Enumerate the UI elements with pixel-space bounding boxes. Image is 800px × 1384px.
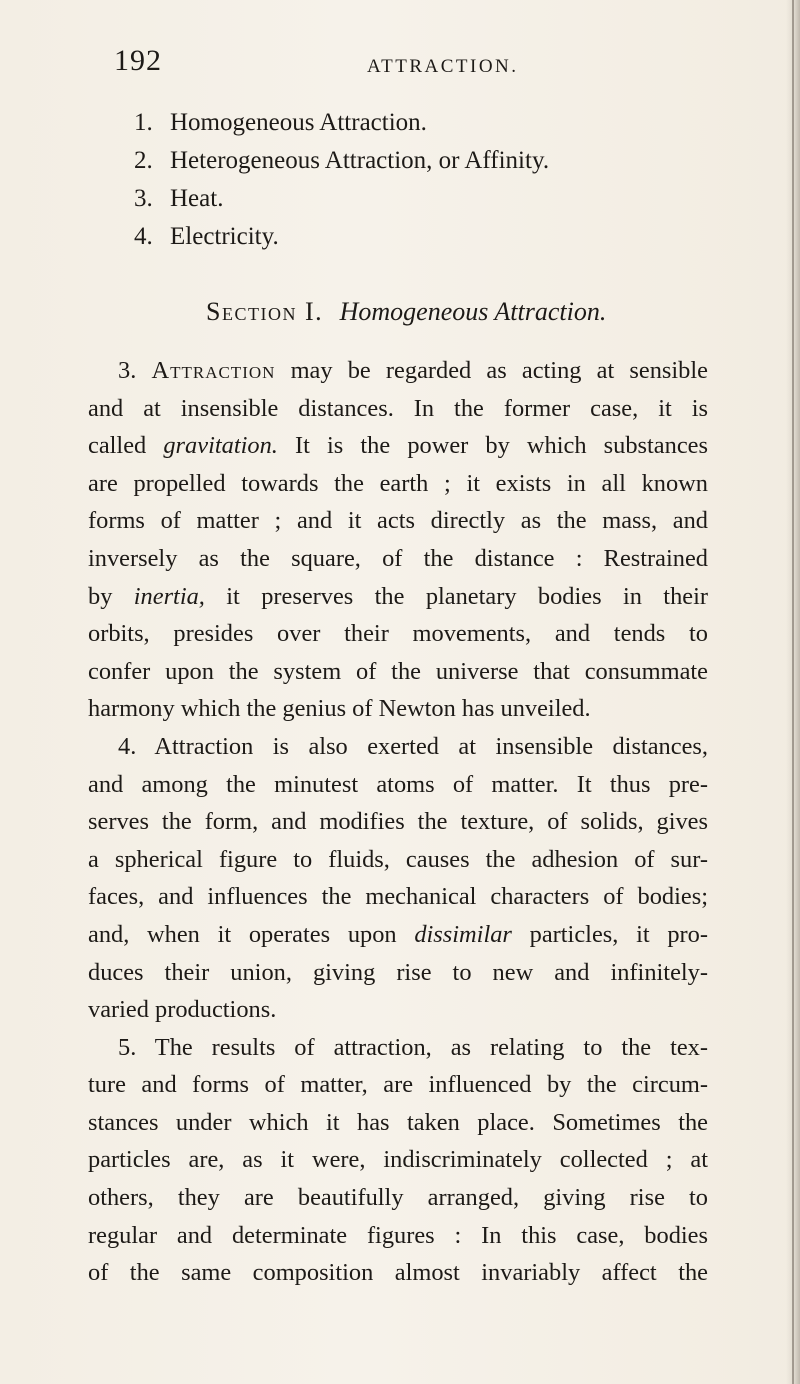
list-item-number: 2.	[134, 147, 153, 174]
list-item-text: Heterogeneous Attraction, or Affinity.	[170, 147, 550, 174]
lead-word: Attraction	[151, 357, 276, 384]
section-heading	[206, 297, 606, 327]
list-item-text: Heat.	[170, 185, 224, 212]
text-line: harmony which the genius of Newton has unveiled.	[88, 695, 591, 723]
text-run: it preserves the planetary bodies in their	[226, 582, 708, 610]
text-run: particles, it pro-	[529, 920, 708, 948]
emphasis: inertia,	[133, 582, 205, 610]
text-line: serves the form, and modifies the texture, of solids, gives	[88, 808, 708, 836]
text-line: stances under which it has taken place. Sometimes the	[88, 1108, 708, 1136]
page-header	[114, 44, 714, 84]
text-line: orbits, presides over their movements, and tends to	[88, 620, 708, 648]
list-item	[134, 180, 549, 218]
text-line	[88, 916, 708, 954]
text-line	[88, 578, 708, 616]
text-line: ture and forms of matter, are influenced by the circum-	[88, 1071, 708, 1099]
paragraph-5	[88, 1029, 708, 1292]
text-run: called	[88, 432, 147, 460]
list-item-number: 4.	[134, 223, 153, 250]
text-line: confer upon the system of the universe that consummate	[88, 657, 708, 685]
text-line: are propelled towards the earth ; it exists in all known	[88, 469, 708, 497]
paragraph-number: 3.	[118, 357, 137, 384]
paragraph-4	[88, 728, 708, 1029]
text-line: particles are, as it were, indiscriminately collected ; at	[88, 1146, 708, 1174]
text-line: duces their union, giving rise to new and infinitely-	[88, 958, 708, 986]
text-line: a spherical figure to fluids, causes the adhesion of sur-	[88, 845, 708, 873]
emphasis: gravitation.	[163, 432, 278, 460]
text-line	[88, 352, 708, 390]
text-run: It is the power by which substances	[294, 432, 708, 460]
emphasis: dissimilar	[414, 920, 512, 948]
section-label: Section I.	[206, 297, 324, 326]
text-line: faces, and influences the mechanical characters of bodies;	[88, 883, 708, 911]
text-run: by	[88, 582, 113, 610]
text-line	[88, 427, 708, 465]
text-run: and, when it operates upon	[88, 920, 397, 948]
list-item	[134, 142, 549, 180]
text-line: of the same composition almost invariably affect the	[88, 1259, 708, 1287]
text-line: inversely as the square, of the distance : Restrained	[88, 544, 708, 572]
paragraph-3	[88, 352, 708, 728]
page-number: 192	[114, 44, 162, 77]
contents-list	[134, 104, 549, 256]
list-item-number: 3.	[134, 185, 153, 212]
page-edge-line	[792, 0, 794, 1384]
text-line: and among the minutest atoms of matter. It thus pre-	[88, 770, 708, 798]
text-line: 4. Attraction is also exerted at insensible distances,	[118, 732, 708, 760]
text-line: 5. The results of attraction, as relating to the tex-	[118, 1033, 708, 1061]
list-item-text: Electricity.	[170, 223, 279, 250]
text-line: and at insensible distances. In the former case, it is	[88, 394, 708, 422]
text-line: varied productions.	[88, 996, 277, 1024]
text-run: may be regarded as acting at sensible	[290, 357, 708, 384]
body-text	[88, 352, 708, 1292]
list-item	[134, 104, 549, 142]
text-line: others, they are beautifully arranged, giving rise to	[88, 1184, 708, 1212]
running-head: ATTRACTION.	[367, 56, 519, 77]
list-item	[134, 218, 549, 256]
list-item-text: Homogeneous Attraction.	[170, 109, 427, 136]
text-line: regular and determinate figures : In this case, bodies	[88, 1221, 708, 1249]
section-title: Homogeneous Attraction.	[339, 297, 607, 326]
text-line: forms of matter ; and it acts directly as the mass, and	[88, 507, 708, 535]
list-item-number: 1.	[134, 109, 153, 136]
